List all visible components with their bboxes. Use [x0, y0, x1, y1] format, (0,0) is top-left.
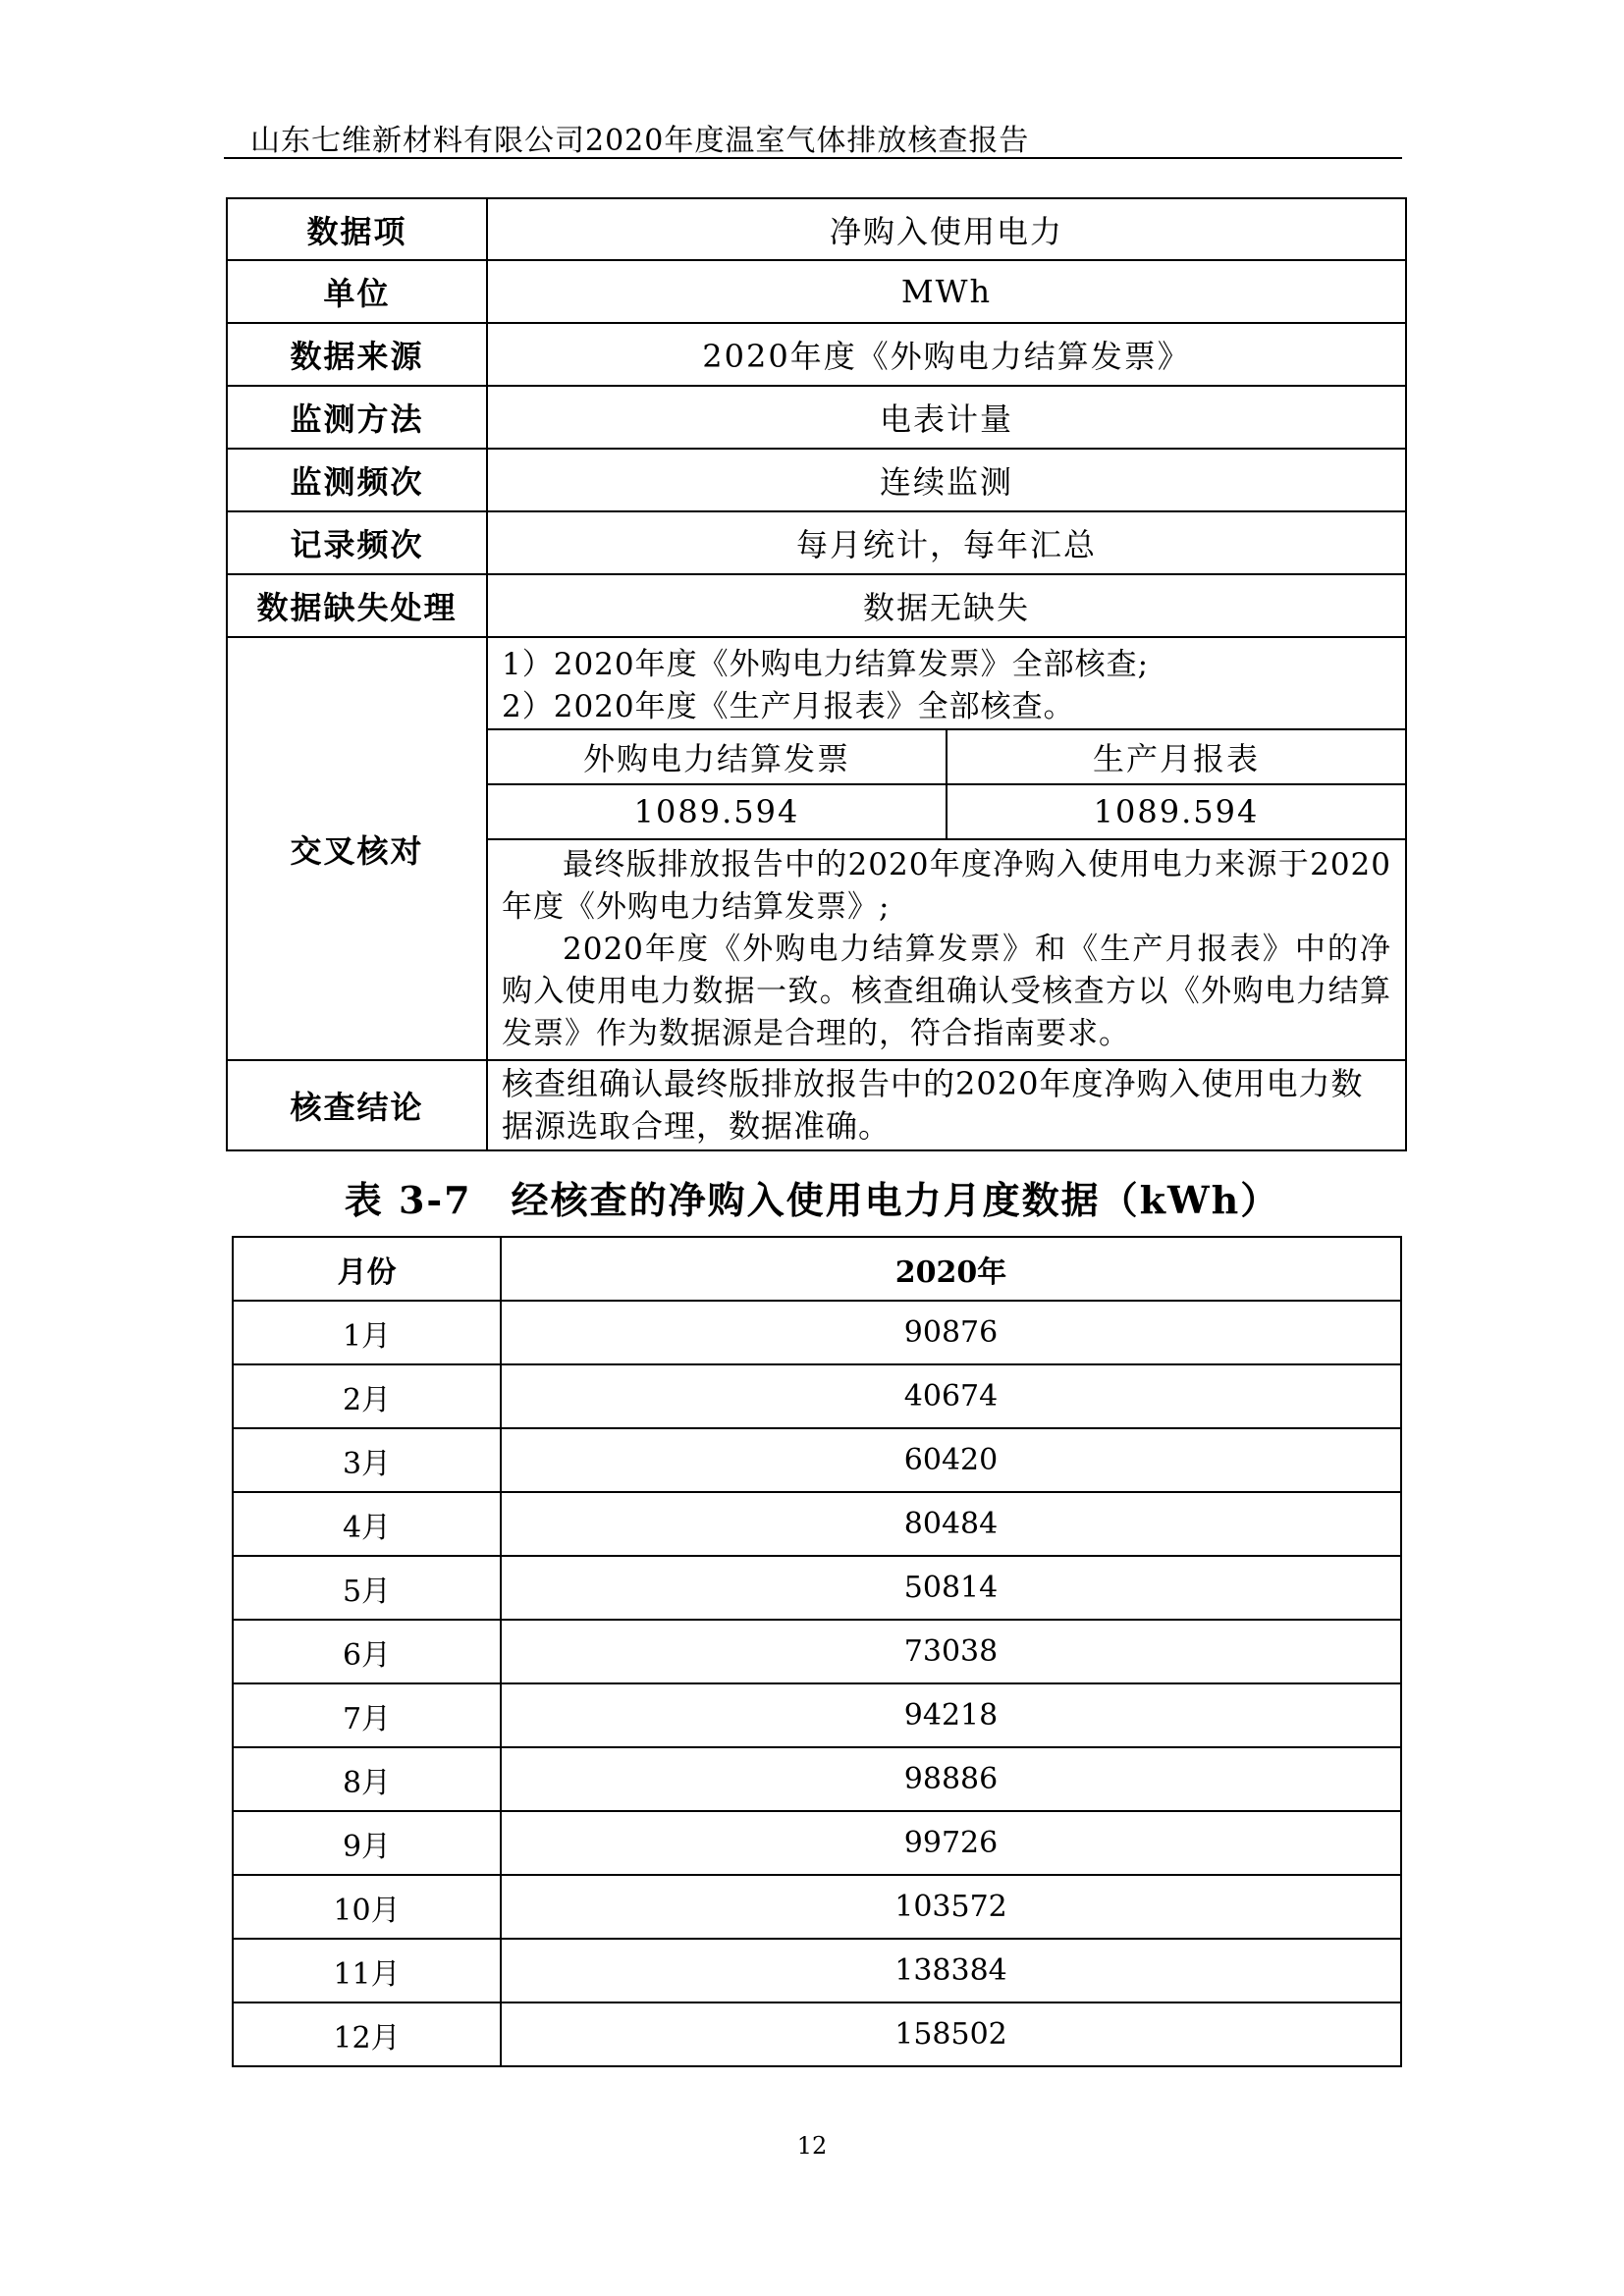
table-row [233, 1939, 1401, 2002]
table-row [233, 1875, 1401, 1939]
row-value: 2020年度《外购电力结算发票》 [487, 323, 1406, 386]
cross-check-label: 交叉核对 [227, 637, 487, 1060]
verification-table [226, 197, 1407, 1151]
column-header: 2020年 [501, 1237, 1401, 1301]
table-row [227, 260, 1406, 323]
month-cell: 5月 [233, 1556, 501, 1620]
row-value: 电表计量 [487, 386, 1406, 449]
table-row [227, 511, 1406, 574]
value-cell: 80484 [501, 1492, 1401, 1556]
cross-check-note-line: 1）2020年度《外购电力结算发票》全部核查; [502, 647, 1150, 682]
conclusion-label: 核查结论 [227, 1060, 487, 1150]
month-cell: 1月 [233, 1301, 501, 1364]
cross-check-explanation [488, 840, 1405, 1059]
table-row [227, 323, 1406, 386]
month-cell: 4月 [233, 1492, 501, 1556]
row-value: MWh [487, 260, 1406, 323]
cross-check-paragraph: 最终版排放报告中的2020年度净购入使用电力来源于2020年度《外购电力结算发票》; [502, 847, 1391, 925]
month-cell: 2月 [233, 1364, 501, 1428]
monthly-data-table [232, 1236, 1402, 2067]
month-cell: 7月 [233, 1683, 501, 1747]
value-cell: 158502 [501, 2002, 1401, 2066]
row-label: 监测方法 [227, 386, 487, 449]
table-row [227, 574, 1406, 637]
table-row [227, 198, 1406, 260]
table-caption: 表 3-7 经核查的净购入使用电力月度数据（kWh） [344, 1178, 1280, 1222]
value-cell: 60420 [501, 1428, 1401, 1492]
month-cell: 10月 [233, 1875, 501, 1939]
value-cell: 40674 [501, 1364, 1401, 1428]
value-cell: 99726 [501, 1811, 1401, 1875]
value-cell: 73038 [501, 1620, 1401, 1683]
month-cell: 11月 [233, 1939, 501, 2002]
row-value: 数据无缺失 [487, 574, 1406, 637]
table-row [233, 1747, 1401, 1811]
table-row [233, 1492, 1401, 1556]
compare-value: 1089.594 [947, 784, 1405, 839]
compare-header: 外购电力结算发票 [488, 729, 947, 784]
cross-check-notes [488, 638, 1405, 728]
table-row [233, 1556, 1401, 1620]
table-row [233, 1428, 1401, 1492]
conclusion-row [227, 1060, 1406, 1150]
table-row [233, 1301, 1401, 1364]
value-cell: 138384 [501, 1939, 1401, 2002]
table-row [233, 2002, 1401, 2066]
report-header-title: 山东七维新材料有限公司2020年度温室气体排放核查报告 [250, 124, 1030, 158]
row-label: 单位 [227, 260, 487, 323]
cross-check-note-line: 2）2020年度《生产月报表》全部核查。 [502, 689, 1075, 724]
month-cell: 6月 [233, 1620, 501, 1683]
compare-header: 生产月报表 [947, 729, 1405, 784]
conclusion-text: 核查组确认最终版排放报告中的2020年度净购入使用电力数据源选取合理，数据准确。 [487, 1060, 1406, 1150]
row-value: 每月统计，每年汇总 [487, 511, 1406, 574]
compare-value: 1089.594 [488, 784, 947, 839]
header-divider [224, 157, 1402, 159]
row-value: 连续监测 [487, 449, 1406, 511]
month-cell: 9月 [233, 1811, 501, 1875]
row-label: 数据缺失处理 [227, 574, 487, 637]
cross-check-row [227, 637, 1406, 1060]
table-header-row [233, 1237, 1401, 1301]
row-label: 监测频次 [227, 449, 487, 511]
row-value: 净购入使用电力 [487, 198, 1406, 260]
value-cell: 94218 [501, 1683, 1401, 1747]
table-row [233, 1811, 1401, 1875]
column-header: 月份 [233, 1237, 501, 1301]
row-label: 记录频次 [227, 511, 487, 574]
table-row [233, 1683, 1401, 1747]
month-cell: 12月 [233, 2002, 501, 2066]
value-cell: 103572 [501, 1875, 1401, 1939]
value-cell: 90876 [501, 1301, 1401, 1364]
page-number: 12 [796, 2132, 828, 2160]
table-row [233, 1364, 1401, 1428]
value-cell: 50814 [501, 1556, 1401, 1620]
cross-check-paragraph: 2020年度《外购电力结算发票》和《生产月报表》中的净购入使用电力数据一致。核查组确认受核查方以《外购电力结算发票》作为数据源是合理的，符合指南要求。 [502, 932, 1391, 1051]
row-label: 数据来源 [227, 323, 487, 386]
value-cell: 98886 [501, 1747, 1401, 1811]
table-row [233, 1620, 1401, 1683]
cross-check-content [487, 637, 1406, 1060]
cross-check-compare-table [488, 728, 1405, 840]
month-cell: 3月 [233, 1428, 501, 1492]
table-row [227, 449, 1406, 511]
month-cell: 8月 [233, 1747, 501, 1811]
table-row [227, 386, 1406, 449]
row-label: 数据项 [227, 198, 487, 260]
